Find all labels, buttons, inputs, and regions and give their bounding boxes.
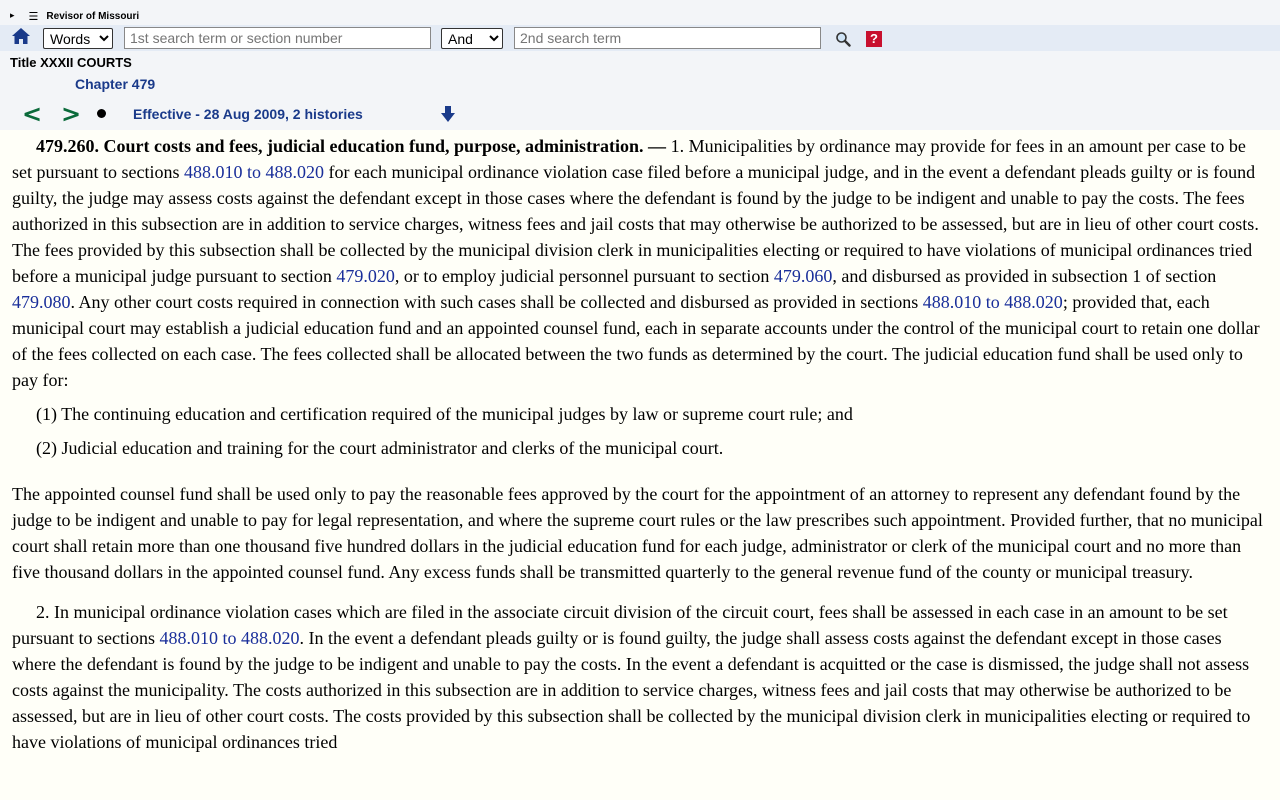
search-mode-select[interactable]: [43, 28, 113, 49]
chapter-breadcrumb[interactable]: Chapter 479: [75, 76, 156, 92]
statute-content: [12, 133, 1268, 755]
statute-text: ; provided that, each municipal court may establish a judicial education fund and an appointed counsel fund, each in separate accounts under the control of the municipal court to retain one dollar of the fees collected on each case. The fees collected shall be allocated between the two funds as determined by the court. The judicial education fund shall be used only to pay for:: [12, 292, 1260, 390]
statute-link[interactable]: 488.010 to 488.020: [159, 628, 300, 648]
list-item: (2) Judicial education and training for the court administrator and clerks of the municipal court.: [36, 438, 724, 458]
site-title[interactable]: Revisor of Missouri: [46, 10, 140, 22]
statute-link[interactable]: 488.010 to 488.020: [183, 162, 324, 182]
statute-paragraph-2: [12, 599, 1268, 755]
title-breadcrumb[interactable]: Title XXXII COURTS: [10, 55, 132, 70]
section-nav: [0, 100, 1280, 128]
statute-link[interactable]: 479.080: [12, 292, 71, 312]
magnifier-icon[interactable]: [835, 31, 851, 47]
statute-link[interactable]: 488.010 to 488.020: [922, 292, 1063, 312]
previous-section-button[interactable]: <: [22, 100, 43, 128]
brand-row: [10, 8, 139, 24]
statute-paragraph-fund: The appointed counsel fund shall be used only to pay the reasonable fees approved by the court for the appointment of an attorney to represent any defendant found by the judge to be indigent and unable to pay for legal representation, and where the supreme court rules or the law prescribes such appointment. Provided further, that no municipal court shall retain more than one thousand five hundred dollars in the judicial education fund for each judge, administrator or clerk of the municipal court and no more than five thousand dollars in the appointed counsel fund. Any excess funds shall be transmitted quarterly to the general revenue fund of the county or municipal treasury.: [12, 484, 1263, 582]
top-bar: [0, 0, 1280, 130]
statute-link[interactable]: 479.020: [336, 266, 395, 286]
expand-toggle-icon[interactable]: ▸: [10, 11, 15, 21]
statute-text: 1. Municipalities by ordinance may provide for fees in an amount per case to be set pursuant to sections: [12, 136, 1246, 182]
current-section-dot-icon[interactable]: [97, 109, 106, 118]
statute-text: . In the event a defendant pleads guilty or is found guilty, the judge shall assess costs against the defendant except in those cases where the defendant is found by the judge to be indigent and unable to pay the costs. In the event a defendant is acquitted or the case is dismissed, the judge shall not assess costs against the municipality. The costs authorized in this subsection are in addition to service charges, witness fees and jail costs that may otherwise be authorized to be assessed, but are in lieu of other court costs. The costs provided by this subsection shall be collected by the municipal division clerk in municipalities electing or required to have violations of municipal ordinances tried: [12, 628, 1251, 752]
effective-date-link[interactable]: Effective - 28 Aug 2009, 2 histories: [133, 106, 363, 122]
statute-paragraph-1: [12, 133, 1268, 393]
list-item: (1) The continuing education and certification required of the municipal judges by law or supreme court rule; and: [36, 404, 853, 424]
statute-text: . Any other court costs required in connection with such cases shall be collected and disbursed as provided in sections: [70, 292, 923, 312]
statute-text: , and disbursed as provided in subsection 1 of section: [832, 266, 1217, 286]
second-search-term-input[interactable]: [514, 27, 821, 49]
menu-icon[interactable]: ☰: [28, 9, 39, 23]
statute-text: for each municipal ordinance violation case filed before a municipal judge, and in the event a defendant pleads guilty or is found guilty, the judge may assess costs against the defendant except in those cases where the defendant is found by the judge to be indigent and unable to pay the costs. The fees authorized in this subsection are in addition to service charges, witness fees and jail costs that may otherwise be authorized to be assessed, but are in lieu of other court costs. The fees provided by this subsection shall be collected by the municipal division clerk in municipalities electing or required to have violations of municipal ordinances tried before a municipal judge pursuant to section: [12, 162, 1259, 286]
statute-text: , or to employ judicial personnel pursuant to section: [394, 266, 774, 286]
help-icon[interactable]: ?: [866, 31, 882, 47]
home-icon[interactable]: [11, 26, 31, 46]
next-section-button[interactable]: >: [61, 100, 82, 128]
down-arrow-icon[interactable]: [440, 105, 456, 123]
statute-link[interactable]: 479.060: [773, 266, 833, 286]
statute-text: 2. In municipal ordinance violation cases which are filed in the associate circuit division of the circuit court, fees shall be assessed in each case in an amount to be set pursuant to sections: [12, 602, 1228, 648]
section-heading: 479.260. Court costs and fees, judicial education fund, purpose, administration. —: [36, 136, 667, 156]
search-bar: [0, 25, 1280, 51]
operator-select[interactable]: [441, 28, 503, 49]
first-search-term-input[interactable]: [124, 27, 431, 49]
